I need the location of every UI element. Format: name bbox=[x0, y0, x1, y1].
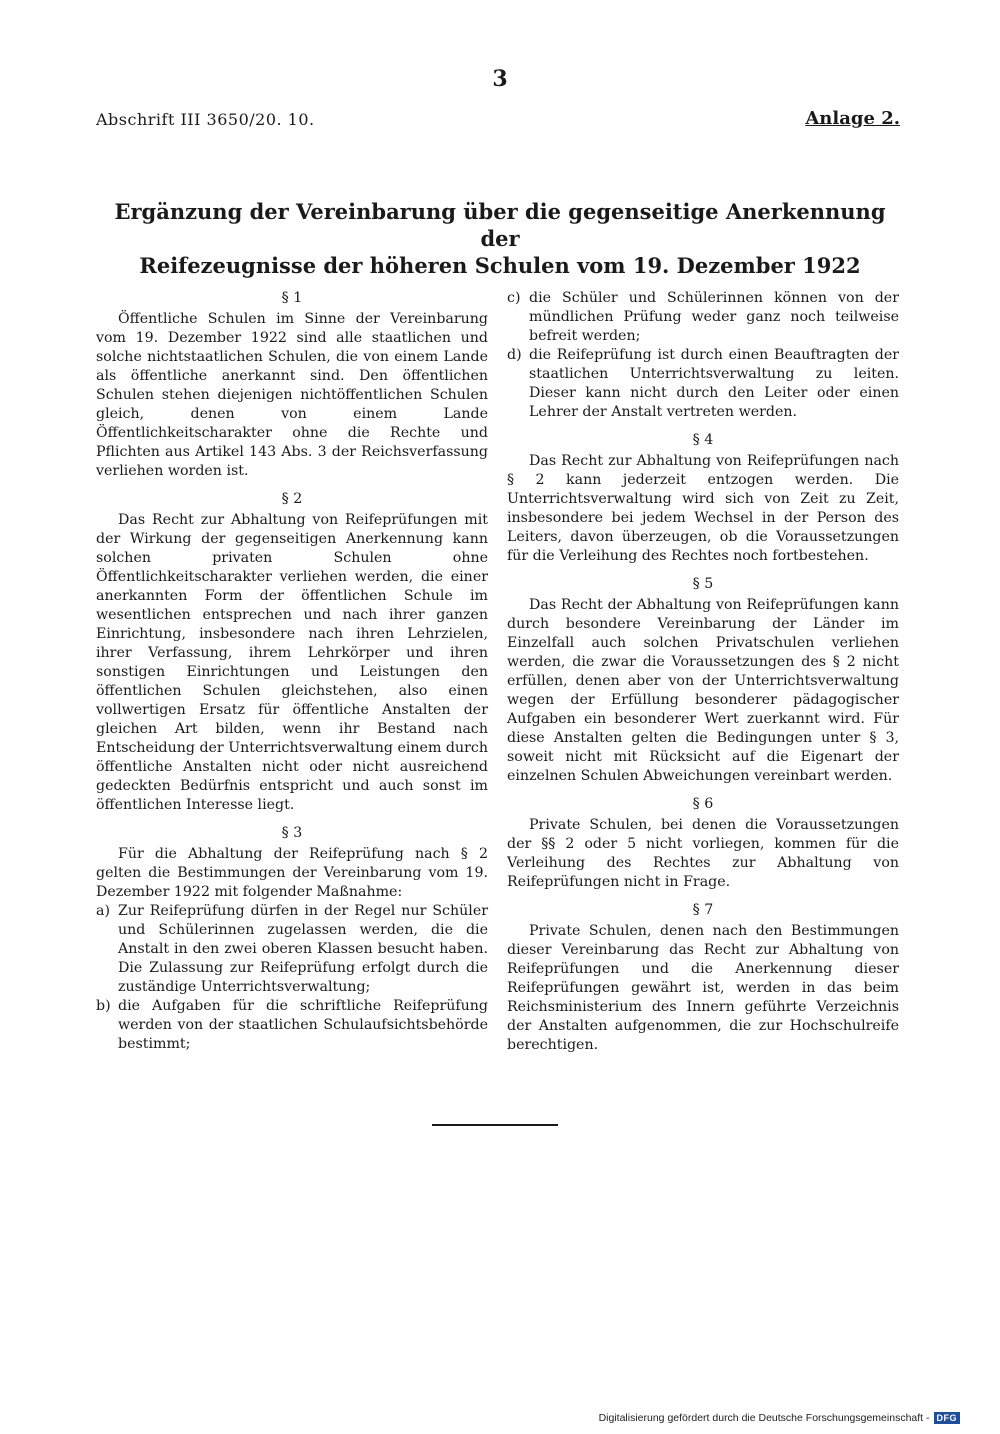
section-3-list bbox=[96, 902, 488, 1054]
section-2-text: Das Recht zur Abhaltung von Reifeprüfungen mit der Wirkung der gegenseitigen Anerkennung kann solchen privaten Schulen ohne Öffentlichkeitscharakter verliehen werden, die einer anerkannten Form der öffentlichen Schule im wesentlichen entsprechen und nach ihrer ganzen Einrichtung, insbesondere nach ihren Lehrzielen, ihrer Verfassung, ihrem Lehrkörper und ihren sonstigen Einrichtungen und Leistungen den öffentlichen Schulen gleichstehen, also einen vollwertigen Ersatz für öffentliche Anstalten der gleichen Art bilden, wenn ihr Bestand nach Entscheidung der Unterrichtsverwaltung einem durch öffentliche Anstalten nicht oder nicht ausreichend gedeckten Bedürfnis entspricht und auch sonst im öffentlichen Interesse liegt. bbox=[96, 512, 488, 813]
section-7-heading: § 7 bbox=[692, 902, 714, 918]
section-1 bbox=[96, 289, 488, 481]
list-text-a: Zur Reifeprüfung dürfen in der Regel nur Schüler und Schülerinnen zugelassen werden, die die Anstalt in den zwei oberen Klassen besucht haben. Die Zulassung zur Reifeprüfung erfolgt durch die zuständige Unterrichtsverwaltung; bbox=[118, 903, 488, 995]
list-marker-a: a) bbox=[96, 903, 110, 919]
list-marker-b: b) bbox=[96, 998, 111, 1014]
section-3 bbox=[96, 824, 488, 1054]
title-line-2: Reifezeugnisse der höheren Schulen vom 19. Dezember 1922 bbox=[139, 253, 861, 278]
section-5-text: Das Recht der Abhaltung von Reifeprüfungen kann durch besondere Vereinbarung der Länder im Einzelfall auch solchen Privatschulen verliehen werden, die zwar die Voraussetzungen des § 2 nicht erfüllen, denen aber von der Unterrichtsverwaltung wegen der Erfüllung besonderer pädagogischer Aufgaben ein besonderer Wert zuerkannt wird. Für diese Anstalten gelten die Bedingungen unter § 3, soweit nicht mit Rücksicht auf die Eigenart der einzelnen Schulen Abweichungen vereinbart werden. bbox=[507, 597, 899, 784]
list-item-b bbox=[96, 997, 488, 1054]
section-6-heading: § 6 bbox=[692, 796, 714, 812]
section-4 bbox=[507, 431, 899, 566]
dfg-logo-icon: DFG bbox=[934, 1412, 961, 1424]
list-item-d bbox=[507, 346, 899, 422]
section-1-heading: § 1 bbox=[281, 290, 303, 306]
closing-rule bbox=[432, 1124, 558, 1126]
anlage-label: Anlage 2. bbox=[805, 108, 900, 129]
list-marker-c: c) bbox=[507, 290, 521, 306]
credit-text: Digitalisierung gefördert durch die Deutsche Forschungsgemeinschaft - bbox=[598, 1412, 930, 1424]
document-reference: Abschrift III 3650/20. 10. bbox=[96, 110, 315, 129]
title-line-1: Ergänzung der Vereinbarung über die gegenseitige Anerkennung der bbox=[114, 199, 886, 251]
section-1-text: Öffentliche Schulen im Sinne der Vereinbarung vom 19. Dezember 1922 sind alle staatlichen und solche nichtstaatlichen Schulen, die von einem Lande als öffentliche anerkannt sind. Den öffentlichen Schulen stehen diejenigen nichtöffentlichen Schulen gleich, denen von einem Lande Öffentlichkeitscharakter ohne die Rechte und Pflichten aus Artikel 143 Abs. 3 der Reichsverfassung verliehen worden ist. bbox=[96, 311, 488, 479]
section-3-text: Für die Abhaltung der Reifeprüfung nach § 2 gelten die Bestimmungen der Vereinbarung vom 19. Dezember 1922 mit folgender Maßnahme: bbox=[96, 846, 488, 900]
list-text-c: die Schüler und Schülerinnen können von der mündlichen Prüfung weder ganz noch teilweise befreit werden; bbox=[529, 290, 899, 344]
section-2-heading: § 2 bbox=[281, 491, 303, 507]
digitization-credit bbox=[599, 1412, 960, 1424]
section-5 bbox=[507, 575, 899, 786]
list-item-a bbox=[96, 902, 488, 997]
section-3-continued bbox=[507, 289, 899, 422]
left-column bbox=[96, 289, 488, 1063]
list-text-d: die Reifeprüfung ist durch einen Beauftragten der staatlichen Unterrichtsverwaltung zu leiten. Dieser kann nicht durch den Leiter oder einen Lehrer der Anstalt vertreten werden. bbox=[529, 347, 899, 420]
section-7 bbox=[507, 901, 899, 1055]
section-5-heading: § 5 bbox=[692, 576, 714, 592]
document-title bbox=[100, 198, 900, 279]
page-number: 3 bbox=[492, 66, 508, 92]
section-6-text: Private Schulen, bei denen die Voraussetzungen der §§ 2 oder 5 nicht vorliegen, kommen für die Verleihung des Rechtes zur Abhaltung von Reifeprüfungen nicht in Frage. bbox=[507, 817, 899, 890]
section-6 bbox=[507, 795, 899, 892]
list-marker-d: d) bbox=[507, 347, 522, 363]
section-2 bbox=[96, 490, 488, 815]
list-text-b: die Aufgaben für die schriftliche Reifeprüfung werden von der staatlichen Schulaufsichtsbehörde bestimmt; bbox=[118, 998, 488, 1052]
list-item-c bbox=[507, 289, 899, 346]
section-3-heading: § 3 bbox=[281, 825, 303, 841]
right-column bbox=[507, 289, 899, 1064]
section-7-text: Private Schulen, denen nach den Bestimmungen dieser Vereinbarung das Recht zur Abhaltung von Reifeprüfungen und die Anerkennung dieser Reifeprüfungen gewährt ist, werden in das beim Reichsministerium des Innern geführte Verzeichnis der Anstalten aufgenommen, die zur Hochschulreife berechtigen. bbox=[507, 923, 899, 1053]
section-4-text: Das Recht zur Abhaltung von Reifeprüfungen nach § 2 kann jederzeit entzogen werden. Die Unterrichtsverwaltung wird sich von Zeit zu Zeit, insbesondere bei jedem Wechsel in der Person des Leiters, davon überzeugen, ob die Voraussetzungen für die Verleihung des Rechtes noch fortbestehen. bbox=[507, 453, 899, 564]
section-4-heading: § 4 bbox=[692, 432, 714, 448]
